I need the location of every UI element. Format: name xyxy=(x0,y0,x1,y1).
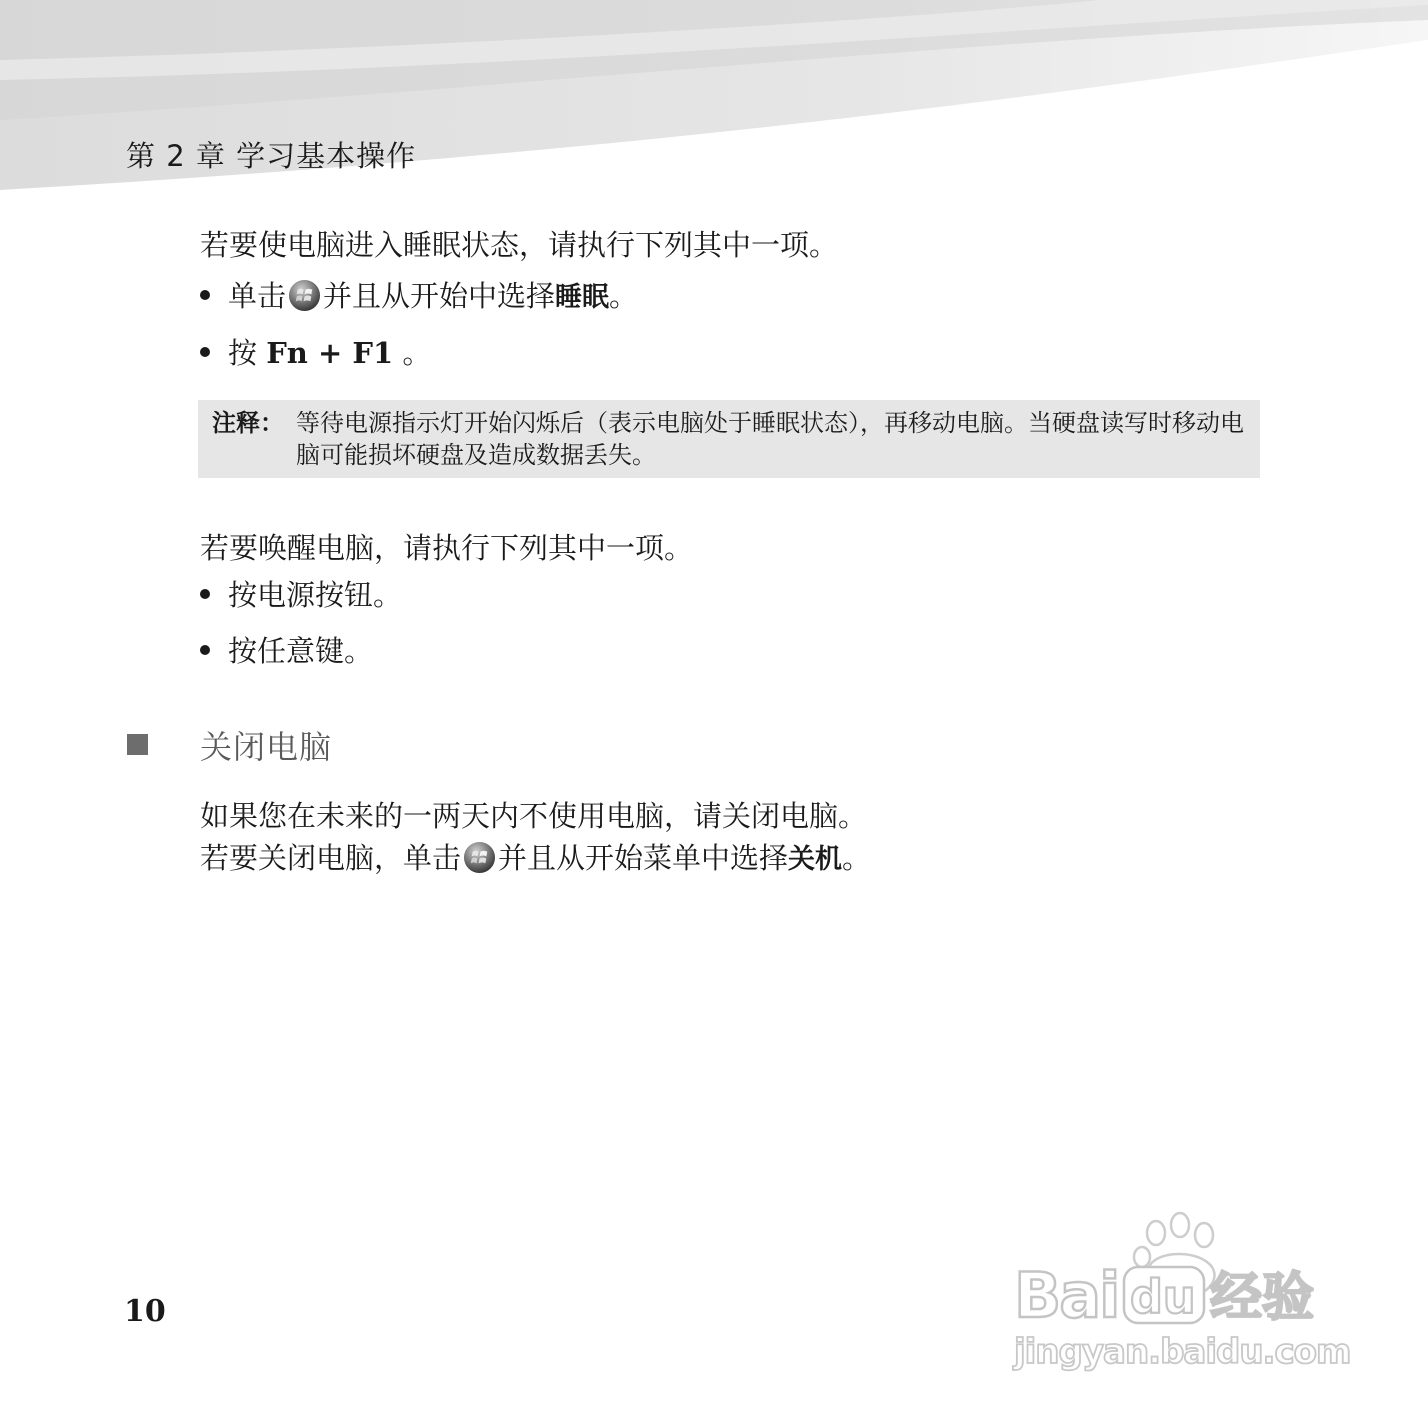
shortcut-key-label: Fn + F1 xyxy=(266,336,394,370)
shutdown-line2 xyxy=(200,838,871,880)
shutdown-line2-middle: 并且从开始菜单中选择 xyxy=(498,841,789,875)
wake-bullet1-text: 按电源按钮。 xyxy=(228,578,403,612)
svg-text:经验: 经验 xyxy=(1210,1268,1315,1328)
sleep-intro: 若要使电脑进入睡眠状态，请执行下列其中一项。 xyxy=(200,228,839,262)
bullet-dot-icon xyxy=(200,290,210,300)
sleep-bullet1-suffix: 。 xyxy=(609,279,639,313)
sleep-bullet1-prefix: 单击 xyxy=(228,279,287,313)
note-text: 等待电源指示灯开始闪烁后（表示电脑处于睡眠状态），再移动电脑。当硬盘读写时移动电脑可能损坏硬盘及造成数据丢失。 xyxy=(296,409,1244,469)
sleep-bullet2-prefix: 按 xyxy=(228,336,267,370)
note-box xyxy=(198,400,1260,478)
section-title-shutdown: 关闭电脑 xyxy=(200,728,333,766)
wake-intro: 若要唤醒电脑，请执行下列其中一项。 xyxy=(200,531,694,565)
shutdown-menu-item-label: 关机 xyxy=(788,844,843,875)
shutdown-line2-suffix: 。 xyxy=(842,841,872,875)
sleep-bullet-start-menu xyxy=(200,276,638,318)
wake-bullet-power-button xyxy=(200,575,402,615)
windows-start-orb-icon xyxy=(463,841,496,874)
shutdown-line2-prefix: 若要关闭电脑，单击 xyxy=(200,841,462,875)
note-label: 注释： xyxy=(212,409,284,437)
bullet-dot-icon xyxy=(200,645,210,655)
svg-text:jingyan.baidu.com: jingyan.baidu.com xyxy=(1014,1332,1350,1372)
baidu-jingyan-watermark-logo xyxy=(1000,1205,1350,1375)
sleep-bullet-shortcut xyxy=(200,333,431,373)
sleep-menu-item-label: 睡眠 xyxy=(555,282,610,313)
bullet-dot-icon xyxy=(200,347,210,357)
svg-text:Bai: Bai xyxy=(1014,1259,1119,1332)
page-number: 10 xyxy=(124,1294,166,1329)
svg-text:du: du xyxy=(1130,1270,1196,1324)
sleep-bullet1-middle: 并且从开始中选择 xyxy=(323,279,556,313)
bullet-dot-icon xyxy=(200,589,210,599)
wake-bullet2-text: 按任意键。 xyxy=(228,634,374,668)
wake-bullet-any-key xyxy=(200,631,373,671)
square-icon xyxy=(127,734,148,755)
chapter-title: 第 2 章 学习基本操作 xyxy=(126,139,417,173)
sleep-bullet2-suffix: 。 xyxy=(393,336,432,370)
windows-start-orb-icon xyxy=(288,279,321,312)
shutdown-line1: 如果您在未来的一两天内不使用电脑，请关闭电脑。 xyxy=(200,799,868,833)
